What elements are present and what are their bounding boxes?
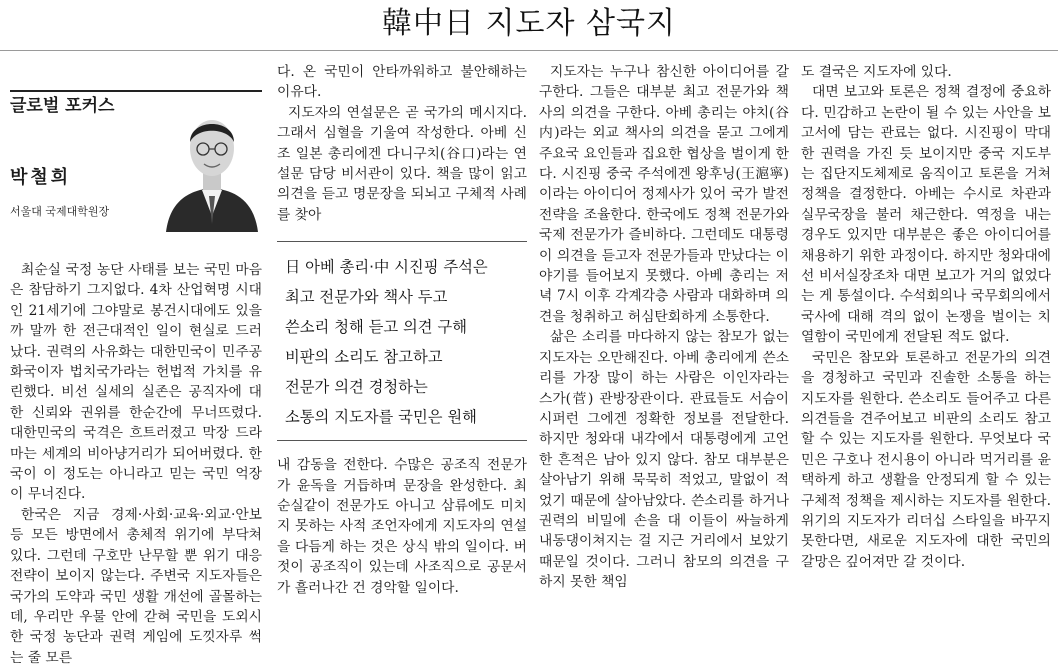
author-affiliation: 서울대 국제대학원장	[10, 205, 110, 218]
top-rule	[0, 50, 1058, 51]
body-paragraph: 대면 보고와 토론은 정책 결정에 중요하다. 민감하고 논란이 될 수 있는 사안을 보고서에 담는 관료는 없다. 시진핑이 막대한 권력을 가진 듯 보이지만 중국 지도부는 집단지도체제로 움직이고 토론을 거쳐 정책을 결정한다. 아베는 수시로 차관과 실무국장을 불러 채근한다. 역정을 내는 경우도 있지만 대부분은 좋은 아이디어를 채용하기 위한 과정이다. 하지만 청와대에선 비서실장조차 대면 보고가 거의 없었다는 게 통설이다. 수석회의나 국무회의에서 국사에 대해 격의 없이 논쟁을 벌이는 치열함이 국민에게 전달된 적도 없다.	[801, 84, 1051, 346]
rubric-label: 글로벌 포커스	[10, 96, 115, 116]
column-2	[277, 62, 527, 619]
pull-quote-line: 전문가 의견 경청하는	[285, 378, 428, 397]
pull-quote-line: 소통의 지도자를 국민은 원해	[285, 408, 477, 427]
byline-block	[10, 62, 262, 260]
pull-quote-line: 쓴소리 청해 듣고 의견 구해	[285, 318, 467, 337]
pull-quote-line: 최고 전문가와 책사 두고	[285, 288, 448, 307]
body-paragraph: 한국은 지금 경제·사회·교육·외교·안보 등 모든 방면에서 총체적 위기에 부닥쳐 있다. 그런데 구호만 난무할 뿐 위기 대응 전략이 보이지 않는다. 주변국 지도자들은 국가의 도약과 국민 생활 개선에 골몰하는데, 우리만 우물 안에 갇혀 국민을 도외시한 국정 농단과 권력 게임에 도낏자루 썩는 줄 모른	[10, 506, 262, 666]
body-paragraph: 최순실 국정 농단 사태를 보는 국민 마음은 참담하기 그지없다. 4차 산업혁명 시대인 21세기에 그야말로 봉건시대에도 있을까 말까 한 전근대적인 일이 현실로 드러났다. 권력의 사유화는 대한민국이 민주공화국이자 법치국가라는 헌법적 가치를 유린했다. 비선 실세의 실존은 공직자에 대한 신뢰와 권위를 한순간에 무너뜨렸다. 대한민국의 국격은 흐트러졌고 막장 드라마는 세계의 비아냥거리가 되어버렸다. 한국이 이 정도는 아니라고 믿는 국민 억장이 무너진다.	[10, 262, 262, 503]
pull-quote	[277, 241, 527, 441]
body-paragraph: 국민은 참모와 토론하고 전문가의 의견을 경청하고 국민과 진솔한 소통을 하는 지도자를 원한다. 쓴소리도 들어주고 다른 의견들을 견주어보고 비판의 소리도 참고할 수 있는 지도자를 원한다. 무엇보다 국민은 구호나 전시용이 아니라 먹거리를 윤택하게 하고 생활을 안정되게 할 수 있는 구체적 정책을 제시하는 지도자를 원한다. 위기의 지도자가 리더십 스타일을 바꾸지 못한다면, 새로운 지도자에 대한 국민의 갈망은 깊어져만 갈 것이다.	[801, 349, 1051, 570]
author-photo	[162, 92, 262, 232]
body-paragraph: 지도자의 연설문은 곧 국가의 메시지다. 그래서 심혈을 기울여 작성한다. 아베 신조 일본 총리에겐 다니구치(谷口)라는 연설문 담당 비서관이 있다. 책을 많이 읽고 의견을 듣고 명문장을 되뇌고 구체적 사례를 찾아	[277, 104, 527, 223]
body-paragraph: 내 감동을 전한다. 수많은 공조직 전문가가 윤독을 거듭하며 문장을 완성한다. 최순실같이 전문가도 아니고 삼류에도 미치지 못하는 사적 조언자에게 지도자의 연설을 다듬게 하는 것은 상식 밖의 일이다. 버젓이 공조직이 있는데 사조직으로 공문서가 흘러나간 건 경악할 일이다.	[277, 457, 527, 596]
column-1	[10, 62, 262, 666]
pull-quote-line: 비판의 소리도 참고하고	[285, 348, 443, 367]
body-paragraph: 삶은 소리를 마다하지 않는 참모가 없는 지도자는 오만해진다. 아베 총리에게 쓴소리를 가장 많이 하는 사람은 이인자라는 스가(菅) 관방장관이다. 관료들도 서슴이 시퍼런 그에겐 정확한 정보를 전달한다. 하지만 청와대 내각에서 대통령에게 고언한 흔적은 남아 있지 않다. 참모 대부분은 살아남기 위해 묵묵히 적었고, 말없이 적었기 때문에 살아남았다. 쓴소리를 하거나 권력의 비밀에 손을 대 이들이 싸늘하게 내동댕이쳐지는 걸 지근 거리에서 보았기 때문일 것이다. 그러니 참모의 의견을 구하지 못한 책임	[539, 329, 789, 591]
pull-quote-line: 日 아베 총리·中 시진핑 주석은	[285, 258, 488, 277]
author-name: 박철희	[10, 167, 72, 188]
column-4	[801, 62, 1051, 619]
body-paragraph: 지도자는 누구나 참신한 아이디어를 갈구한다. 그들은 대부분 최고 전문가와 책사의 의견을 구한다. 아베 총리는 야치(谷内)라는 외교 책사의 의견을 묻고 그에게 주요국 요인들과 집요한 협상을 벌이게 한다. 시진핑 중국 주석에겐 왕후닝(王滬寧)이라는 아이디어 정제사가 있어 국가 발전 전략을 조율한다. 한국에도 정책 전문가와 국제 전문가가 즐비하다. 그런데도 대통령이 의견을 듣고자 전문가들과 만났다는 이야기를 들어보지 못했다. 아베 총리는 저녁 7시 이후 각계각층 사람과 대화하며 의견을 청취하고 허심탄회하게 소통한다.	[539, 64, 789, 325]
body-paragraph: 도 결국은 지도자에 있다.	[801, 64, 952, 80]
headline: 韓中日 지도자 삼국지	[382, 6, 676, 41]
column-3	[539, 62, 789, 619]
body-paragraph: 다. 온 국민이 안타까워하고 불안해하는 이유다.	[277, 64, 527, 101]
